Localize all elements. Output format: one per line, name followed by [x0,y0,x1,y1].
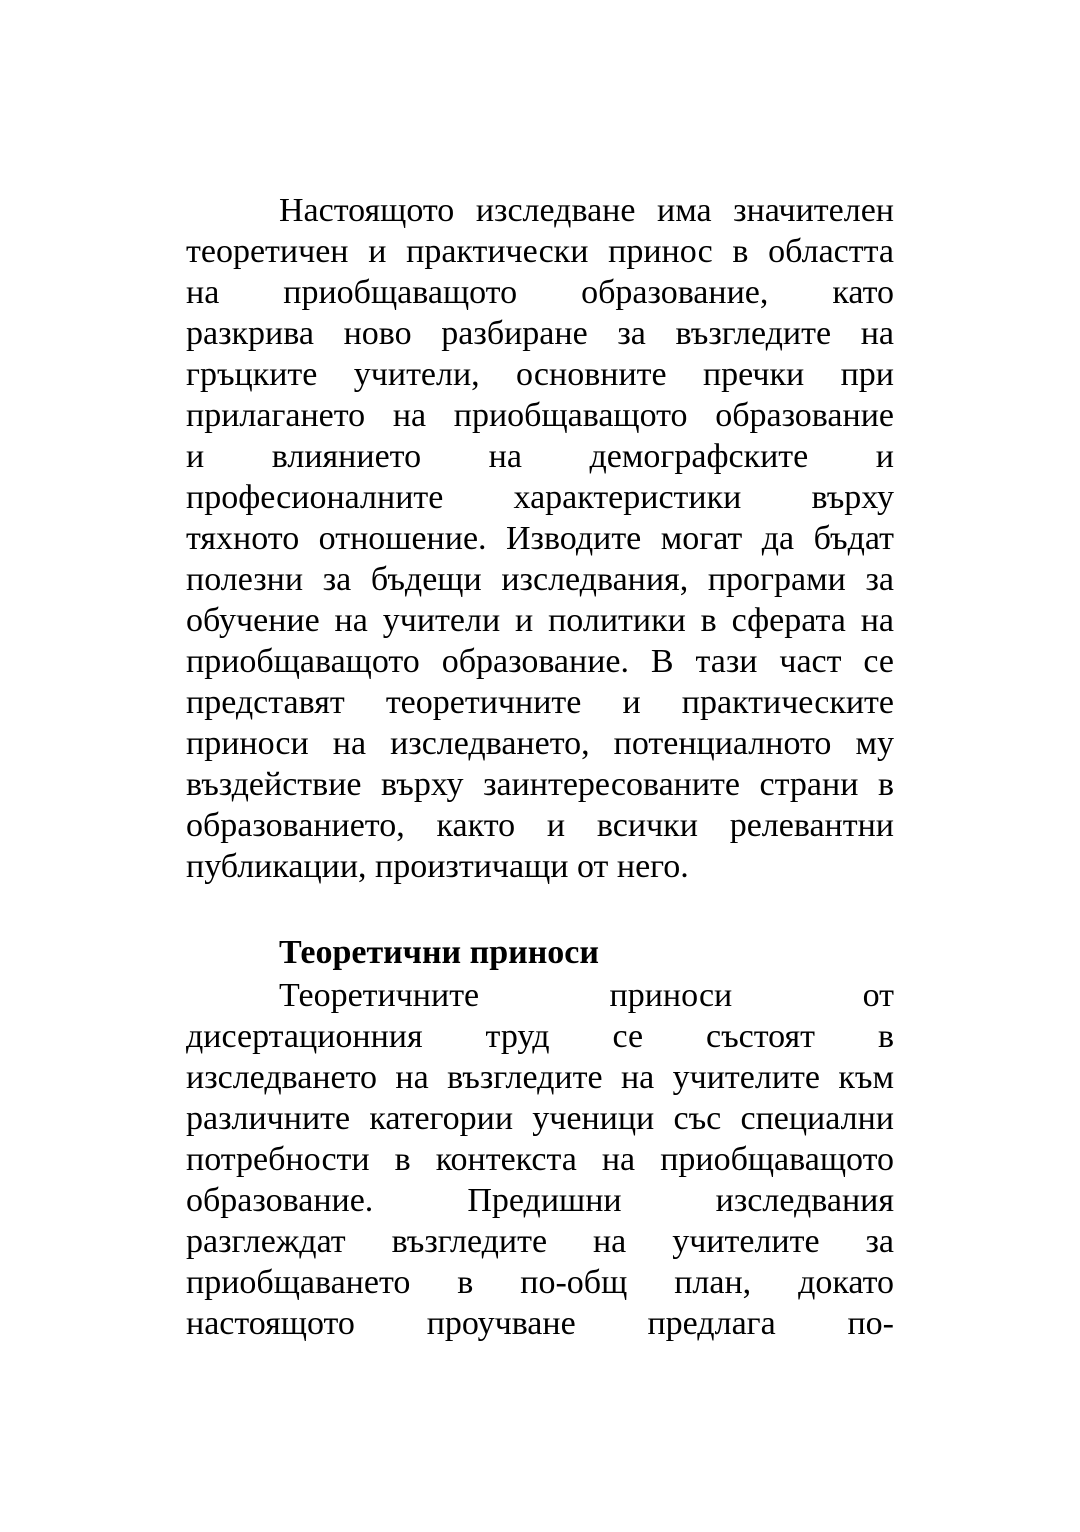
paragraph-line: на приобщаващото образование, като [186,274,894,311]
theory-paragraph [186,975,894,1344]
paragraph-line: настоящото проучване предлага по- [186,1305,894,1342]
paragraph-line: образованието, както и всички релевантни [186,807,894,844]
paragraph-line: Настоящото изследване има значителен [279,192,894,229]
paragraph-line: приобщаването в по-общ план, докато [186,1264,894,1301]
paragraph-line: теоретичен и практически принос в областта [186,233,894,270]
section-heading: Теоретични приноси [279,934,599,971]
paragraph-line: тяхното отношение. Изводите могат да бъдат [186,520,894,557]
paragraph-line: изследването на възгледите на учителите към [186,1059,894,1096]
paragraph-line: приноси на изследването, потенциалното му [186,725,894,762]
paragraph-line: обучение на учители и политики в сферата на [186,602,894,639]
paragraph-line: професионалните характеристики върху [186,479,894,516]
paragraph-line: разглеждат възгледите на учителите за [186,1223,894,1260]
paragraph-line: дисертационния труд се състоят в [186,1018,894,1055]
paragraph-line: въздействие върху заинтересованите страни в [186,766,894,803]
paragraph-line: различните категории ученици със специални [186,1100,894,1137]
paragraph-line: публикации, произтичащи от него. [186,848,689,885]
paragraph-line: приобщаващото образование. В тази част се [186,643,894,680]
paragraph-line: и влиянието на демографските и [186,438,894,475]
paragraph-line: образование. Предишни изследвания [186,1182,894,1219]
paragraph-line: представят теоретичните и практическите [186,684,894,721]
paragraph-line: гръцките учители, основните пречки при [186,356,894,393]
paragraph-line: полезни за бъдещи изследвания, програми за [186,561,894,598]
paragraph-line: Теоретичните приноси от [279,977,894,1014]
intro-paragraph [186,190,894,887]
paragraph-line: прилагането на приобщаващото образование [186,397,894,434]
paragraph-line: потребности в контекста на приобщаващото [186,1141,894,1178]
paragraph-line: разкрива ново разбиране за възгледите на [186,315,894,352]
